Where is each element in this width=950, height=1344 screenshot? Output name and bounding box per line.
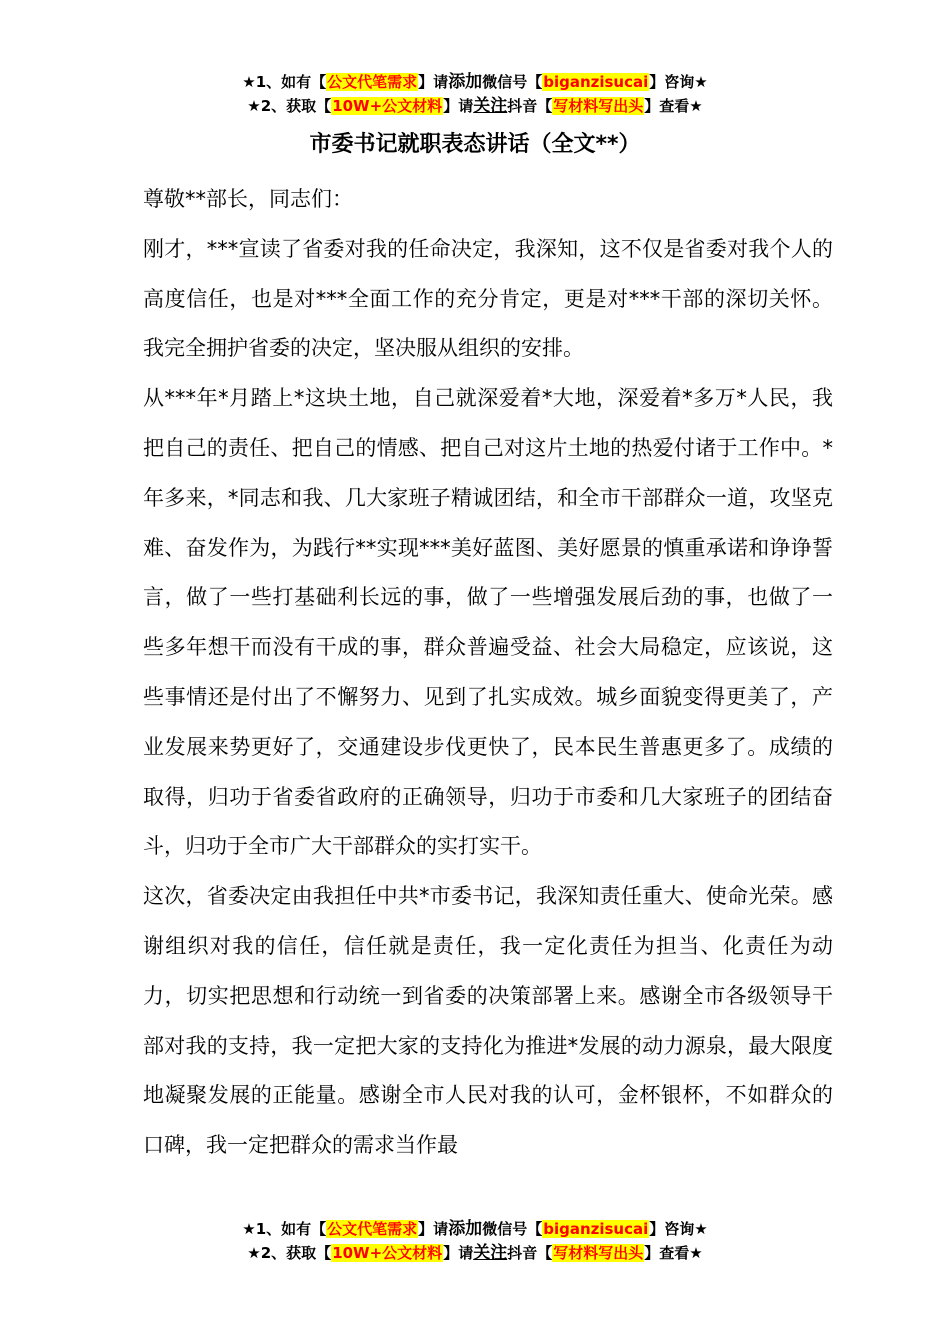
promo-banner-bottom [0,1217,950,1265]
promo-wechat-id: biganzisucai [543,73,649,91]
promo-highlight: 公文代笔需求 [327,1220,418,1238]
promo-line-1: ★1、如有【公文代笔需求】请添加微信号【biganzisucai】咨询★ [242,1219,708,1239]
promo-banner-top [0,70,950,118]
promo-line-2: ★2、获取【10W+公文材料】请关注抖音【写材料写出头】查看★ [247,96,703,116]
promo-douyin-id: 写材料写出头 [553,97,644,115]
promo-line-1: ★1、如有【公文代笔需求】请添加微信号【biganzisucai】咨询★ [242,72,708,92]
promo-highlight: 10W+公文材料 [332,1244,443,1262]
promo-highlight: 公文代笔需求 [327,73,418,91]
promo-douyin-id: 写材料写出头 [553,1244,644,1262]
promo-line-2: ★2、获取【10W+公文材料】请关注抖音【写材料写出头】查看★ [247,1243,703,1263]
document-title: 市委书记就职表态讲话（全文**） [309,132,641,157]
promo-highlight: 10W+公文材料 [332,97,443,115]
paragraph: 这次，省委决定由我担任中共*市委书记，我深知责任重大、使命光荣。感谢组织对我的信任，信任就是责任，我一定化责任为担当、化责任为动力，切实把思想和行动统一到省委的决策部署上来。感谢全市各级领导干部对我的支持，我一定把大家的支持化为推进*发展的动力源泉，最大限度地凝聚发展的正能量。感谢全市人民对我的认可，金杯银杯，不如群众的口碑，我一定把群众的需求当作最 [143,884,833,1158]
paragraph: 刚才，***宣读了省委对我的任命决定，我深知，这不仅是省委对我个人的高度信任，也是对***全面工作的充分肯定，更是对***干部的深切关怀。我完全拥护省委的决定，坚决服从组织的安排。 [143,236,833,361]
document-body [143,175,833,1171]
paragraph: 从***年*月踏上*这块土地，自己就深爱着*大地，深爱着*多万*人民，我把自己的责任、把自己的情感、把自己对这片土地的热爱付诸于工作中。*年多来，*同志和我、几大家班子精诚团结，和全市干部群众一道，攻坚克难、奋发作为，为践行**实现***美好蓝图、美好愿景的慎重承诺和诤诤誓言，做了一些打基础利长远的事，做了一些增强发展后劲的事，也做了一些多年想干而没有干成的事，群众普遍受益、社会大局稳定，应该说，这些事情还是付出了不懈努力、见到了扎实成效。城乡面貌变得更美了，产业发展来势更好了，交通建设步伐更快了，民本民生普惠更多了。成绩的取得，归功于省委省政府的正确领导，归功于市委和几大家班子的团结奋斗，归功于全市广大干部群众的实打实干。 [143,386,833,859]
salutation: 尊敬**部长，同志们： [143,187,353,211]
promo-wechat-id: biganzisucai [543,1220,649,1238]
